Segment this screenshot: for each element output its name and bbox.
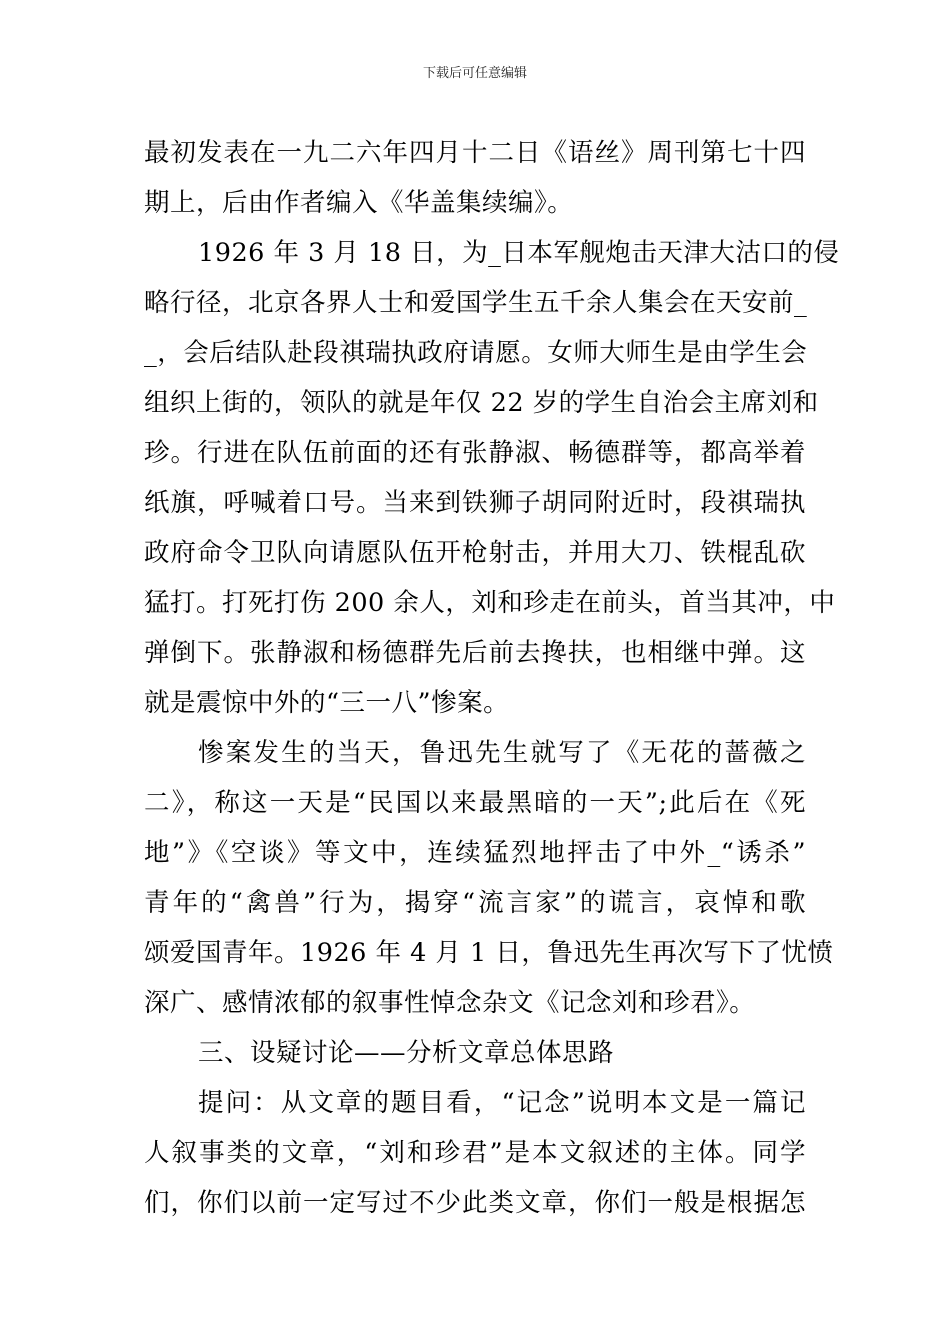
text-line: 弹倒下。张静淑和杨德群先后前去搀扶，也相继中弹。这 bbox=[144, 638, 806, 668]
text-line: 组织上街的，领队的就是年仅 22 岁的学生自治会主席刘和 bbox=[144, 388, 819, 418]
text-line: 们，你们以前一定写过不少此类文章，你们一般是根据怎 bbox=[144, 1188, 806, 1218]
text-line: 二》，称这一天是“民国以来最黑暗的一天”;此后在《死 bbox=[144, 788, 806, 818]
paragraph-start-line: 提问：从文章的题目看，“记念”说明本文是一篇记 bbox=[198, 1088, 806, 1118]
text-line: 猛打。打死打伤 200 余人，刘和珍走在前头，首当其冲，中 bbox=[144, 588, 836, 618]
text-line: 颂爱国青年。1926 年 4 月 1 日，鲁迅先生再次写下了忧愤 bbox=[144, 938, 834, 968]
text-line: 纸旗，呼喊着口号。当来到铁狮子胡同附近时，段祺瑞执 bbox=[144, 488, 806, 518]
text-line: 期上，后由作者编入《华盖集续编》。 bbox=[144, 188, 574, 218]
text-line: 略行径，北京各界人士和爱国学生五千余人集会在天安前_ bbox=[144, 288, 808, 318]
paragraph-start-line: 1926 年 3 月 18 日，为_日本军舰炮击天津大沽口的侵 bbox=[198, 238, 840, 268]
text-line: 就是震惊中外的“三一八”惨案。 bbox=[144, 688, 510, 718]
document-body bbox=[144, 128, 840, 1228]
text-line: 人叙事类的文章，“刘和珍君”是本文叙述的主体。同学 bbox=[144, 1138, 806, 1168]
text-line: 政府命令卫队向请愿队伍开枪射击，并用大刀、铁棍乱砍 bbox=[144, 538, 806, 568]
section-heading: 三、设疑讨论——分析文章总体思路 bbox=[198, 1038, 615, 1068]
text-line: _，会后结队赴段祺瑞执政府请愿。女师大师生是由学生会 bbox=[144, 338, 808, 368]
text-line: 青年的“禽兽”行为，揭穿“流言家”的谎言，哀悼和歌 bbox=[144, 888, 806, 918]
text-line: 深广、感情浓郁的叙事性悼念杂文《记念刘和珍君》。 bbox=[144, 988, 756, 1018]
paragraph-start-line: 惨案发生的当天，鲁迅先生就写了《无花的蔷薇之 bbox=[198, 738, 806, 768]
page-header: 下载后可任意编辑 bbox=[422, 66, 527, 81]
text-line: 地”》《空谈》等文中，连续猛烈地抨击了中外_“诱杀” bbox=[144, 838, 806, 868]
text-line: 珍。行进在队伍前面的还有张静淑、畅德群等，都高举着 bbox=[144, 438, 806, 468]
text-line: 最初发表在一九二六年四月十二日《语丝》周刊第七十四 bbox=[144, 138, 806, 168]
